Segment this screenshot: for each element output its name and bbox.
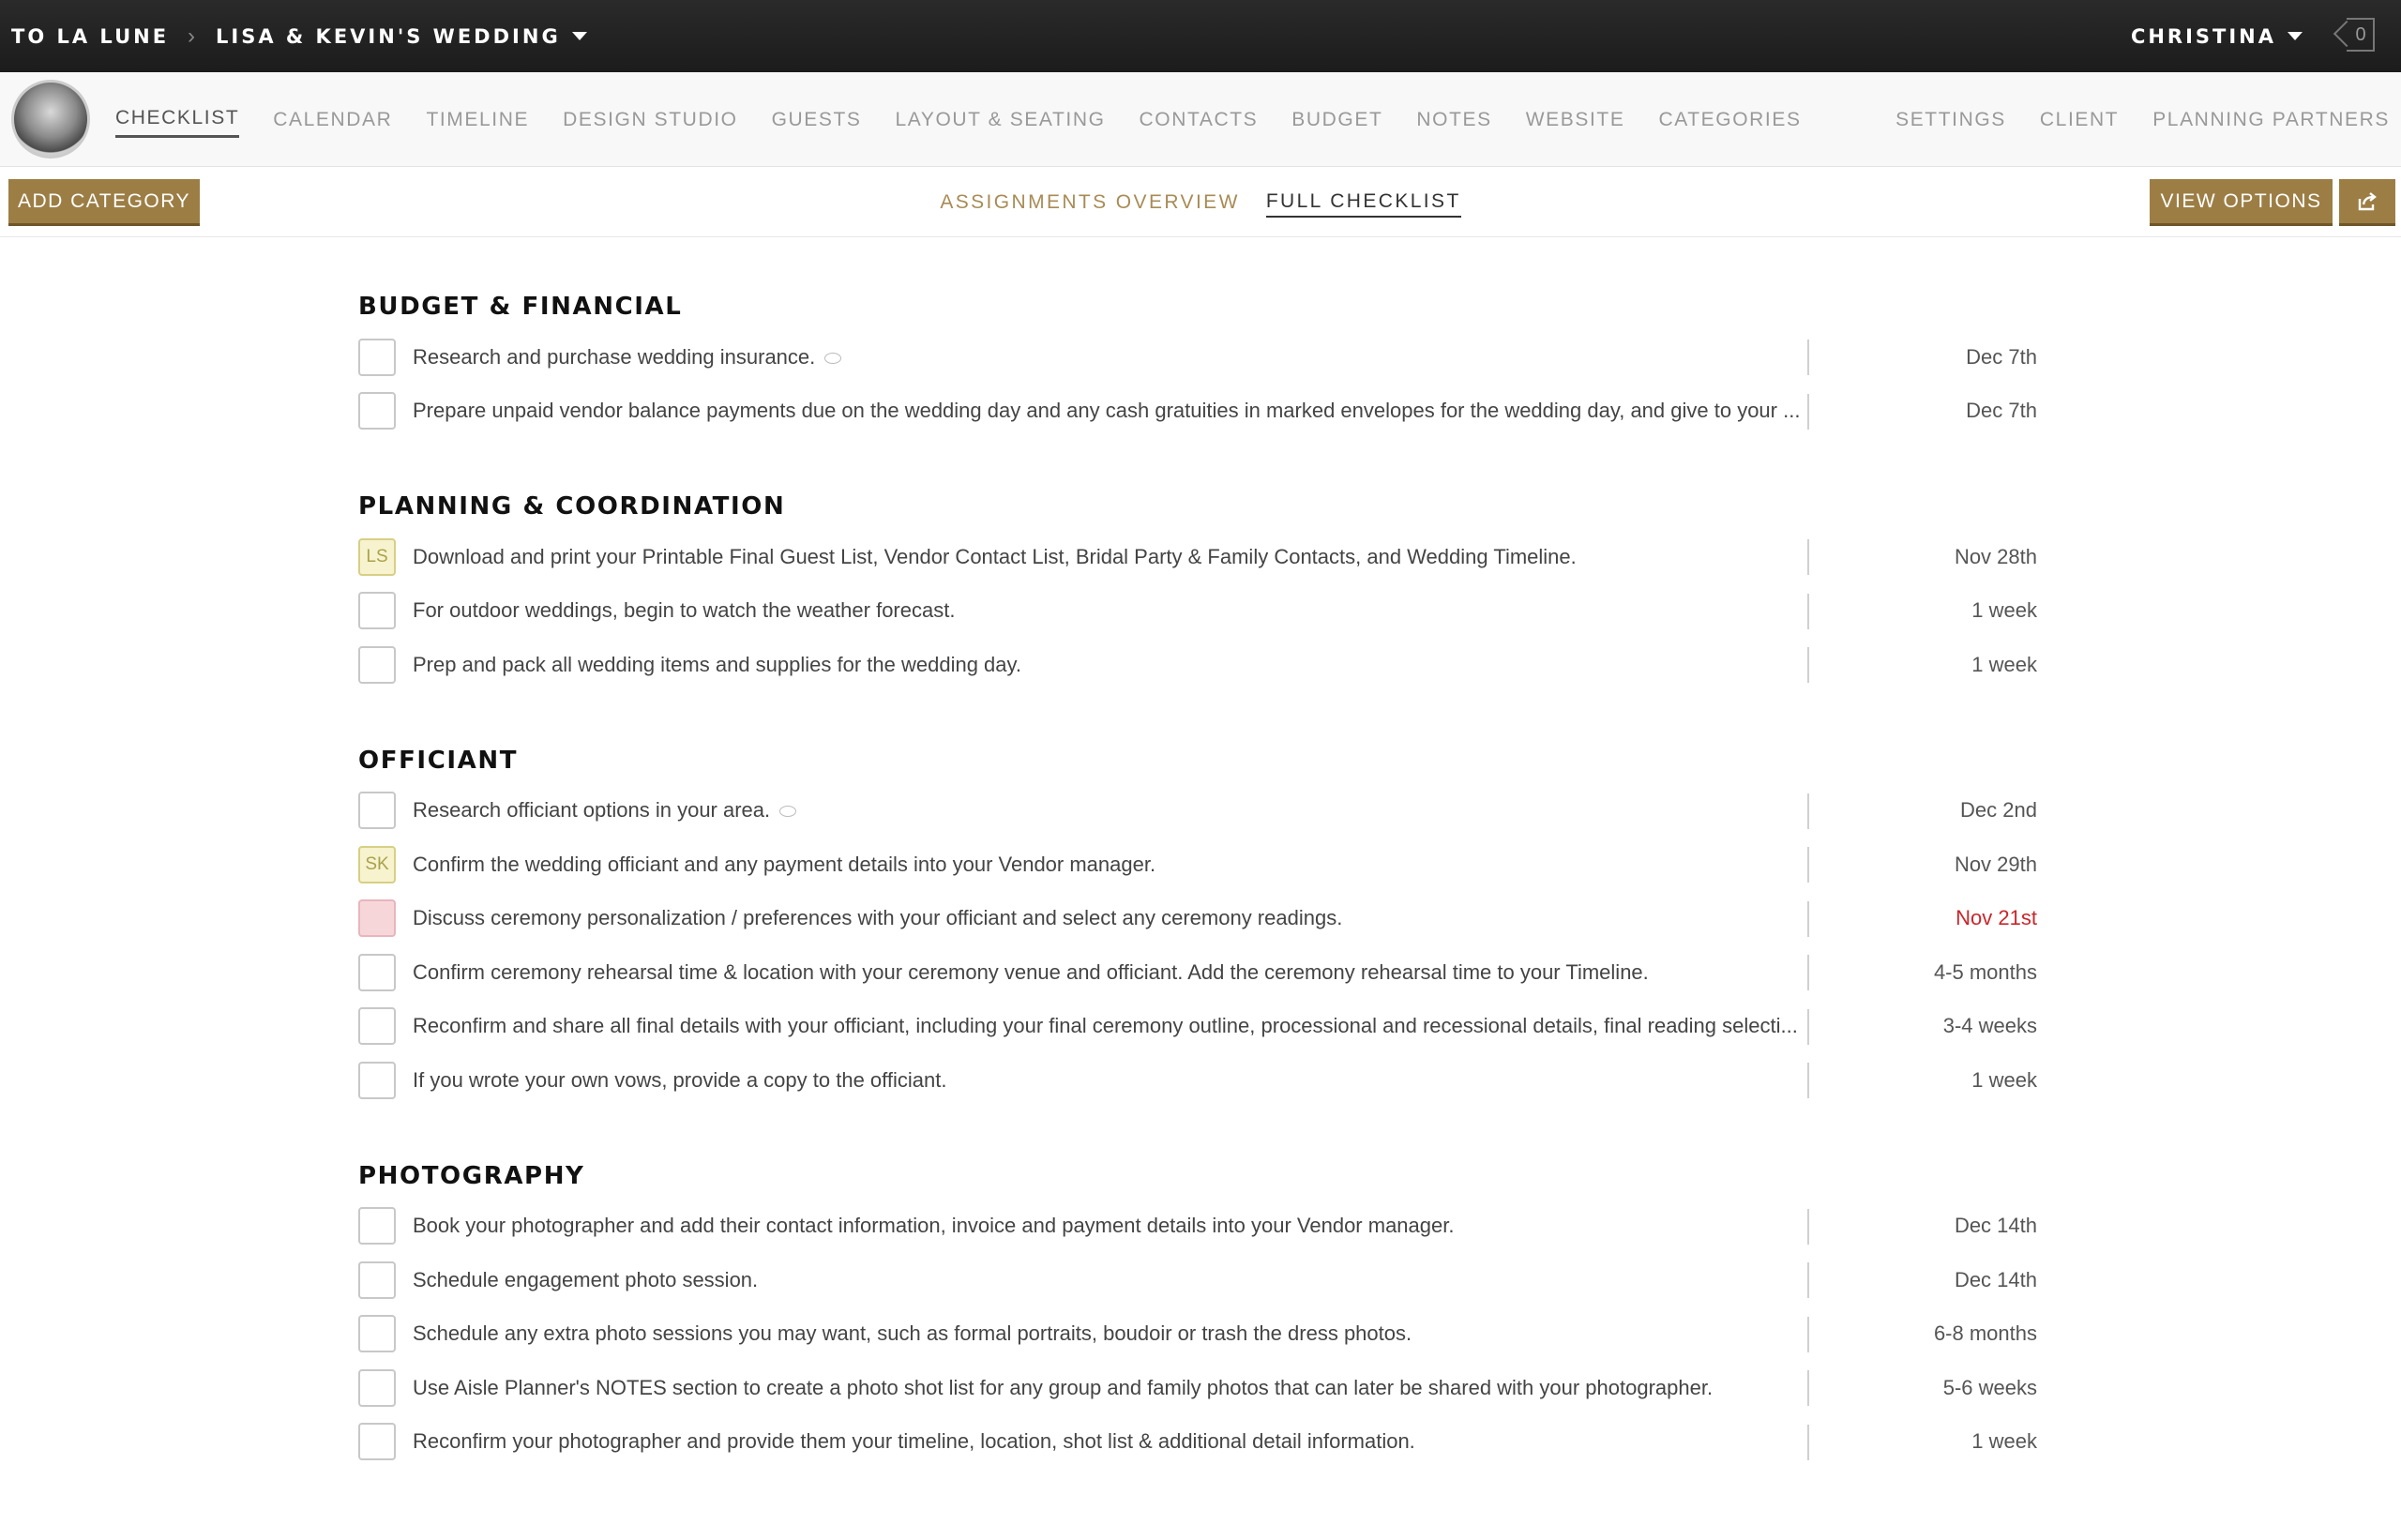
category-section	[358, 291, 2037, 438]
task-row[interactable]	[358, 1000, 2037, 1054]
task-due-date[interactable]: 1 week	[1971, 1429, 2037, 1454]
task-due-date[interactable]: Dec 7th	[1966, 399, 2037, 423]
task-label: Reconfirm and share all final details with your officiant, including your final ceremony outline, processional and recessional details, final reading selecti...	[413, 1014, 1798, 1038]
task-due-date[interactable]: Nov 29th	[1954, 852, 2037, 876]
task-label: Schedule any extra photo sessions you may want, such as formal portraits, boudoir or trash the dress photos.	[413, 1321, 1412, 1346]
nav-item-notes[interactable]: NOTES	[1416, 108, 1492, 130]
task-row[interactable]	[358, 1053, 2037, 1108]
task-due-date[interactable]: Nov 21st	[1956, 906, 2037, 930]
task-text[interactable]	[413, 1014, 1815, 1038]
avatar[interactable]	[11, 80, 90, 159]
task-label: Use Aisle Planner's NOTES section to create a photo shot list for any group and family photos that can later be shared with your photographer.	[413, 1375, 1714, 1399]
task-row[interactable]	[358, 1307, 2037, 1362]
category-title[interactable]: PLANNING & COORDINATION	[358, 492, 786, 521]
main-nav	[0, 72, 2401, 167]
task-row[interactable]	[358, 330, 2037, 385]
task-due-date[interactable]: 1 week	[1971, 1067, 2037, 1092]
task-due-date[interactable]: Dec 14th	[1954, 1214, 2037, 1238]
task-due-date[interactable]: 6-8 months	[1933, 1321, 2037, 1346]
task-text[interactable]	[413, 399, 1815, 423]
divider	[1807, 901, 1809, 937]
nav-item-calendar[interactable]: CALENDAR	[273, 108, 393, 130]
checklist	[358, 237, 2037, 1469]
breadcrumb	[0, 23, 587, 50]
task-text[interactable]	[413, 906, 1815, 930]
task-due-date[interactable]: 1 week	[1971, 598, 2037, 623]
share-icon	[2357, 191, 2378, 212]
divider	[1807, 394, 1809, 430]
task-checkbox[interactable]	[358, 392, 396, 430]
task-label: Schedule engagement photo session.	[413, 1267, 759, 1291]
task-text[interactable]	[413, 1429, 1815, 1454]
task-row[interactable]	[358, 1253, 2037, 1307]
task-text[interactable]	[413, 345, 1815, 370]
task-row[interactable]	[358, 892, 2037, 946]
task-row[interactable]	[358, 385, 2037, 439]
nav-item-guests[interactable]: GUESTS	[771, 108, 862, 130]
nav-item-budget[interactable]: BUDGET	[1291, 108, 1383, 130]
nav-item-layout-seating[interactable]: LAYOUT & SEATING	[895, 108, 1106, 130]
task-label: If you wrote your own vows, provide a copy to the officiant.	[413, 1067, 947, 1092]
sub-toolbar	[0, 167, 2401, 237]
task-label: Reconfirm your photographer and provide them your timeline, location, shot list & additional detail information.	[413, 1429, 1415, 1454]
category-section	[358, 1160, 2037, 1470]
task-due-date[interactable]: Dec 7th	[1966, 344, 2037, 369]
nav-item-checklist[interactable]: CHECKLIST	[115, 101, 239, 138]
event-dropdown-caret-icon[interactable]	[572, 32, 587, 40]
divider	[1807, 1317, 1809, 1352]
task-due-date[interactable]: 4-5 months	[1933, 959, 2037, 984]
nav-item-timeline[interactable]: TIMELINE	[426, 108, 530, 130]
user-menu[interactable]	[2131, 0, 2303, 72]
task-text[interactable]	[413, 545, 1815, 569]
task-row[interactable]	[358, 530, 2037, 584]
notification-count: 0	[2355, 24, 2366, 45]
task-checkbox[interactable]	[358, 1261, 396, 1299]
assignee-checkbox[interactable]: SK	[358, 846, 396, 883]
task-checkbox[interactable]	[358, 1315, 396, 1352]
task-text[interactable]	[413, 1068, 1815, 1093]
task-checkbox[interactable]	[358, 954, 396, 991]
task-due-date[interactable]: Dec 2nd	[1960, 798, 2037, 823]
divider	[1807, 647, 1809, 683]
divider	[1807, 1009, 1809, 1045]
divider	[1807, 340, 1809, 375]
category-section	[358, 745, 2037, 1108]
task-row[interactable]	[358, 945, 2037, 1000]
tab-assignments-overview[interactable]: ASSIGNMENTS OVERVIEW	[940, 190, 1240, 213]
task-row[interactable]	[358, 638, 2037, 692]
category-title[interactable]: BUDGET & FINANCIAL	[358, 293, 683, 321]
divider	[1807, 594, 1809, 629]
task-text[interactable]	[413, 1321, 1815, 1346]
task-text[interactable]	[413, 1376, 1815, 1400]
task-row[interactable]	[358, 1415, 2037, 1470]
divider	[1807, 1425, 1809, 1460]
nav-right	[1862, 72, 2390, 167]
task-checkbox[interactable]	[358, 1423, 396, 1460]
add-category-button[interactable]: ADD CATEGORY	[8, 179, 200, 226]
task-due-date[interactable]: 3-4 weeks	[1942, 1014, 2037, 1038]
divider	[1807, 1063, 1809, 1098]
task-text[interactable]	[413, 960, 1815, 985]
task-text[interactable]	[413, 1214, 1815, 1238]
task-label: Discuss ceremony personalization / preferences with your officiant and select any ceremony readings.	[413, 906, 1343, 930]
nav-item-contacts[interactable]: CONTACTS	[1139, 108, 1259, 130]
breadcrumb-company[interactable]: TO LA LUNE	[11, 24, 170, 48]
checklist-view-tabs	[0, 167, 2401, 237]
task-checkbox[interactable]	[358, 899, 396, 937]
task-checkbox[interactable]	[358, 1369, 396, 1407]
task-label: Research officiant options in your area.	[413, 798, 771, 823]
divider	[1807, 793, 1809, 829]
top-bar	[0, 0, 2401, 72]
task-checkbox[interactable]	[358, 592, 396, 629]
task-text[interactable]	[413, 853, 1815, 877]
divider	[1807, 1209, 1809, 1245]
task-due-date[interactable]: Nov 28th	[1954, 544, 2037, 568]
divider	[1807, 955, 1809, 990]
task-checkbox[interactable]	[358, 1207, 396, 1245]
nav-item-settings[interactable]: SETTINGS	[1895, 108, 2006, 130]
nav-item-design-studio[interactable]: DESIGN STUDIO	[563, 108, 738, 130]
category-title[interactable]: PHOTOGRAPHY	[358, 1161, 585, 1190]
task-text[interactable]	[413, 598, 1815, 623]
task-label: Confirm the wedding officiant and any payment details into your Vendor manager.	[413, 852, 1156, 876]
comment-icon[interactable]	[824, 353, 841, 364]
category-title[interactable]: OFFICIANT	[358, 746, 519, 775]
tab-full-checklist[interactable]: FULL CHECKLIST	[1266, 188, 1461, 218]
task-due-date[interactable]: 1 week	[1971, 652, 2037, 676]
task-checkbox[interactable]	[358, 792, 396, 829]
task-text[interactable]	[413, 1268, 1815, 1292]
user-dropdown-caret-icon[interactable]	[2288, 32, 2303, 40]
nav-item-planning-partners[interactable]: PLANNING PARTNERS	[2152, 108, 2390, 130]
task-label: Research and purchase wedding insurance.	[413, 344, 816, 369]
task-label: Book your photographer and add their contact information, invoice and payment details into your Vendor manager.	[413, 1214, 1455, 1238]
task-checkbox[interactable]	[358, 1007, 396, 1045]
nav-item-client[interactable]: CLIENT	[2039, 108, 2120, 130]
nav-left	[115, 72, 1835, 167]
breadcrumb-chevron-icon: ›	[188, 23, 196, 49]
task-checkbox[interactable]	[358, 646, 396, 684]
task-row[interactable]	[358, 784, 2037, 838]
task-due-date[interactable]: 5-6 weeks	[1942, 1375, 2037, 1399]
task-row[interactable]	[358, 838, 2037, 892]
view-options-button[interactable]: VIEW OPTIONS	[2150, 179, 2333, 226]
task-label: Confirm ceremony rehearsal time & location with your ceremony venue and officiant. Add the ceremony rehearsal time to your Timeline.	[413, 959, 1649, 984]
assignee-checkbox[interactable]: LS	[358, 538, 396, 576]
task-due-date[interactable]: Dec 14th	[1954, 1267, 2037, 1291]
task-checkbox[interactable]	[358, 339, 396, 376]
breadcrumb-event[interactable]: LISA & KEVIN'S WEDDING	[216, 24, 561, 48]
divider	[1807, 1262, 1809, 1298]
task-row[interactable]	[358, 584, 2037, 639]
task-row[interactable]	[358, 1361, 2037, 1415]
task-label: For outdoor weddings, begin to watch the weather forecast.	[413, 598, 956, 623]
divider	[1807, 539, 1809, 575]
task-text[interactable]	[413, 653, 1815, 677]
category-section	[358, 491, 2037, 692]
notifications-button[interactable]	[2337, 18, 2375, 52]
comment-icon[interactable]	[779, 806, 796, 817]
task-label: Prepare unpaid vendor balance payments due on the wedding day and any cash gratuities in marked envelopes for the wedding day, and give to your ...	[413, 399, 1801, 423]
nav-item-website[interactable]: WEBSITE	[1525, 108, 1625, 130]
task-checkbox[interactable]	[358, 1062, 396, 1099]
user-name[interactable]: CHRISTINA	[2130, 24, 2276, 48]
task-label: Prep and pack all wedding items and supplies for the wedding day.	[413, 652, 1021, 676]
task-text[interactable]	[413, 798, 1815, 823]
task-row[interactable]	[358, 1200, 2037, 1254]
task-label: Download and print your Printable Final Guest List, Vendor Contact List, Bridal Party & Family Contacts, and Wedding Timeline.	[413, 544, 1577, 568]
nav-item-categories[interactable]: CATEGORIES	[1658, 108, 1802, 130]
divider	[1807, 847, 1809, 883]
divider	[1807, 1370, 1809, 1406]
share-button[interactable]	[2339, 179, 2395, 226]
